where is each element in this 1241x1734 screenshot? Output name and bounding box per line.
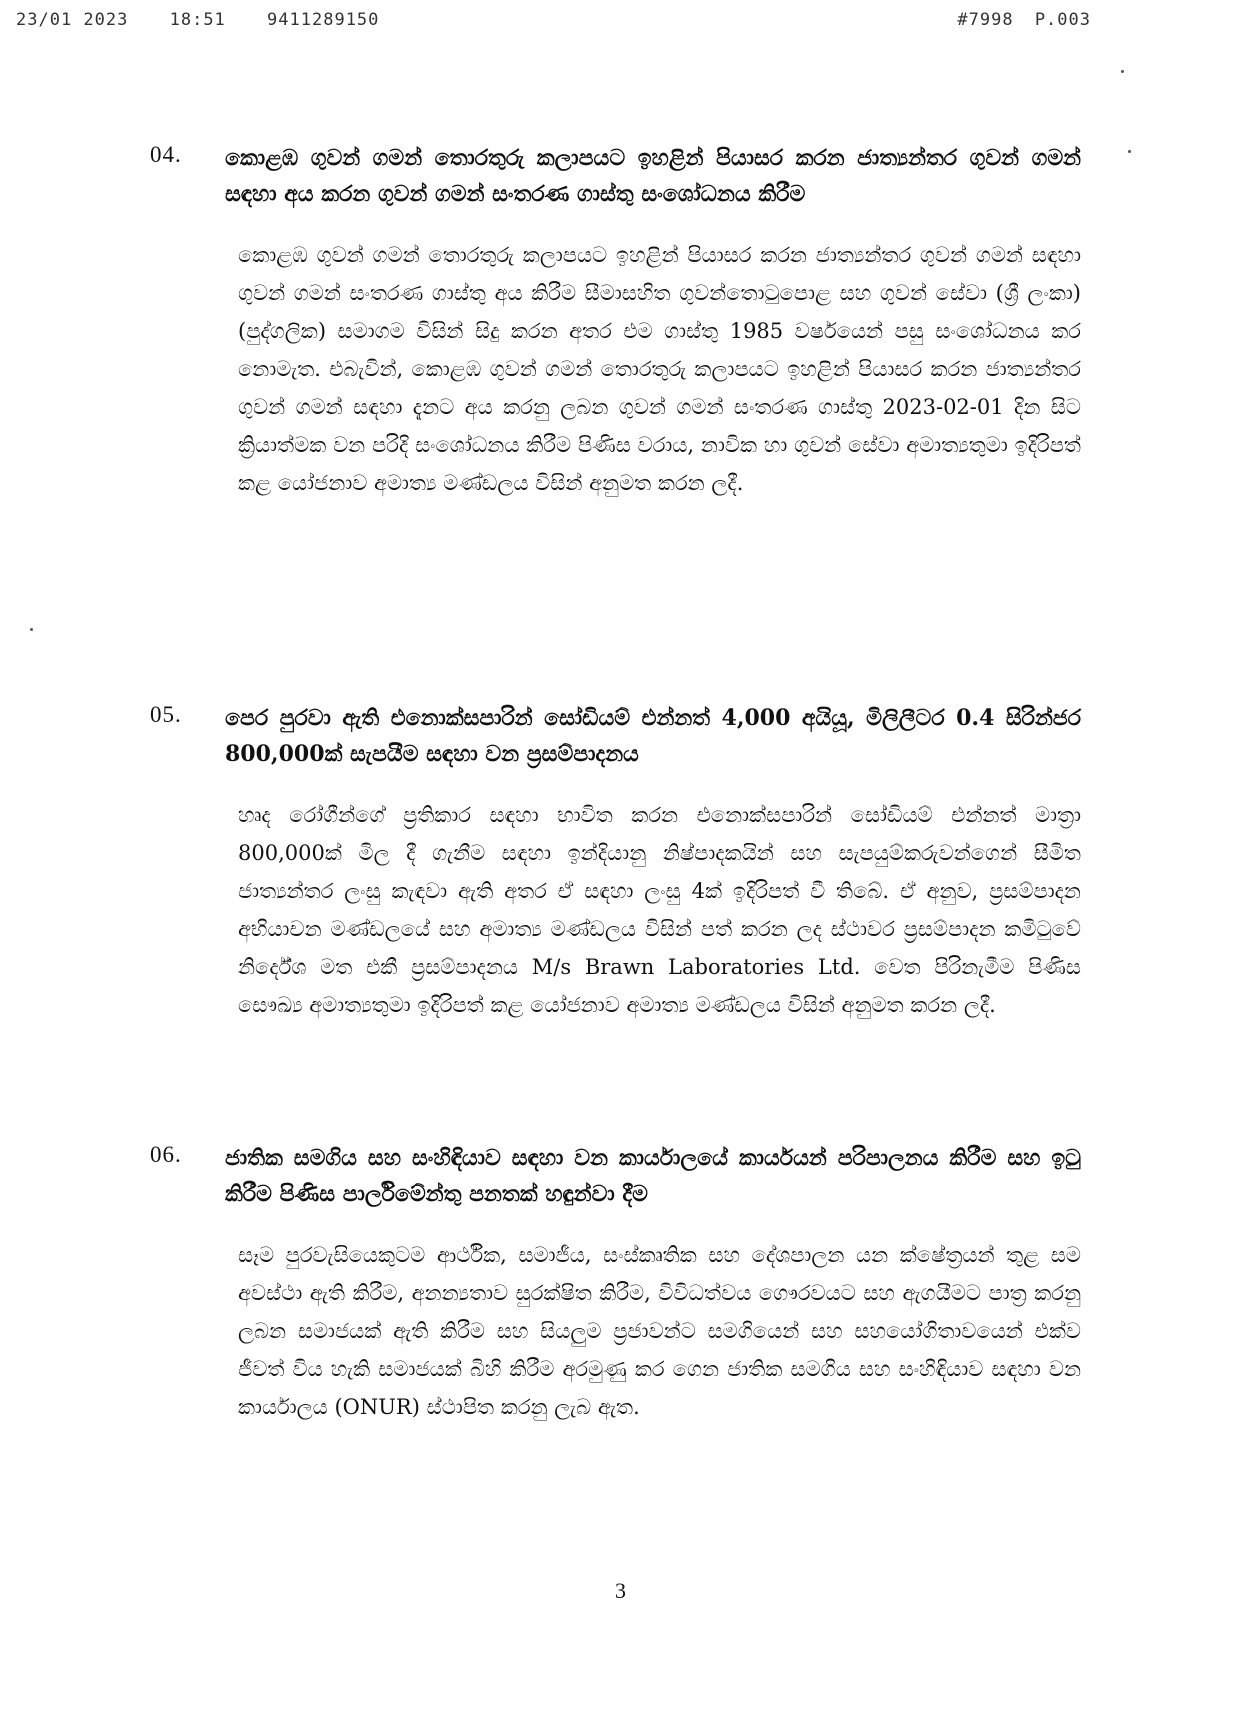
section-title: කොළඹ ගුවන් ගමන් තොරතුරු කලාපයට ඉහළින් පියාසර කරන ජාත්‍යන්තර ගුවන් ගමන් සඳහා අය කරන ගුවන් ගමන් සංතරණ ගාස්තු සංශෝධනය කිරීම: [225, 145, 1081, 207]
section-05: [150, 700, 1081, 1024]
scan-speck: [1121, 70, 1124, 73]
fax-header-right: [947, 10, 1091, 30]
page-number: 3: [615, 1578, 626, 1603]
fax-time: 18:51: [169, 10, 226, 30]
section-04: [150, 140, 1081, 502]
scan-speck: [1128, 150, 1131, 153]
section-body: හෘද රෝගීන්ගේ ප්‍රතිකාර සඳහා භාවිත කරන එනොක්සපාරින් සෝඩියම් එන්නත් මාත්‍රා 800,000ක් මිල දී ගැනීම සඳහා ඉන්දියානු නිෂ්පාදකයින් සහ සැපයුම්කරුවන්ගෙන් සීමිත ජාත්‍යන්තර ලංසු කැඳවා ඇති අතර ඒ සඳහා ලංසු 4ක් ඉදිරිපත් වී තිබේ. ඒ අනුව, ප්‍රසම්පාදන අභියාචන මණ්ඩලයේ සහ අමාත්‍ය මණ්ඩලය විසින් පත් කරන ලද ස්ථාවර ප්‍රසම්පාදන කමිටුවේ නිර්දේශ මත එකී ප්‍රසම්පාදනය M/s Brawn Laboratories Ltd. වෙත පිරිනැමීම පිණිස සෞඛ්‍ය අමාත්‍යතුමා ඉදිරිපත් කළ යෝජනාව අමාත්‍ය මණ්ඩලය විසින් අනුමත කරන ලදී.: [238, 803, 1081, 1017]
section-title: පෙර පුරවා ඇති එනොක්සපාරින් සෝඩියම් එන්නත් 4,000 අයියූ, මිලිලීටර 0.4 සිරින්ජර 800,000ක් සැපයීම සඳහා වන ප්‍රසම්පාදනය: [225, 705, 1081, 767]
section-number: 04.: [150, 142, 182, 167]
fax-page: P.003: [1034, 10, 1091, 30]
section-number: 05.: [150, 702, 182, 727]
fax-page-id: #7998: [957, 10, 1014, 30]
section-06: [150, 1140, 1081, 1426]
fax-date: 23/01 2023: [16, 10, 129, 30]
scan-speck: [30, 628, 33, 631]
fax-phone: 9411289150: [267, 10, 380, 30]
section-body: සෑම පුරවැසියෙකුටම ආර්ථික, සමාජීය, සංස්කෘතික සහ දේශපාලන යන ක්ෂේත්‍රයන් තුළ සම අවස්ථා ඇති කිරීම, අනන්‍යතාව සුරක්ෂිත කිරීම, විවිධත්වය ගෞරවයට සහ ඇගයීමට පාත්‍ර කරනු ලබන සමාජයක් ඇති කිරීම සහ සියලුම ප්‍රජාවන්ට සමගියෙන් සහ සහයෝගිතාවයෙන් එක්ව ජීවත් විය හැකි සමාජයක් බිහි කිරීම අරමුණු කර ගෙන ජාතික සමගිය සහ සංහිඳියාව සඳහා වන කාර්යාලය (ONUR) ස්ථාපිත කරනු ලැබ ඇත.: [238, 1243, 1081, 1419]
section-number: 06.: [150, 1142, 182, 1167]
fax-header-left: [16, 10, 409, 30]
section-title: ජාතික සමගිය සහ සංහිඳියාව සඳහා වන කාර්යාලයේ කාර්යයන් පරිපාලනය කිරීම සහ ඉටු කිරීම පිණිස පාර්ලිමේන්තු පනතක් හඳුන්වා දීම: [225, 1145, 1081, 1207]
section-body: කොළඹ ගුවන් ගමන් තොරතුරු කලාපයට ඉහළින් පියාසර කරන ජාත්‍යන්තර ගුවන් ගමන් සඳහා ගුවන් ගමන් සංතරණ ගාස්තු අය කිරීම සීමාසහිත ගුවන්තොටුපොළ සහ ගුවන් සේවා (ශ්‍රී ලංකා) (පුද්ගලික) සමාගම විසින් සිදු කරන අතර එම ගාස්තු 1985 වර්ෂයෙන් පසු සංශෝධනය කර නොමැත. එබැවින්, කොළඹ ගුවන් ගමන් තොරතුරු කලාපයට ඉහළින් පියාසර කරන ජාත්‍යන්තර ගුවන් ගමන් සඳහා දැනට අය කරනු ලබන ගුවන් ගමන් සංතරණ ගාස්තු 2023-02-01 දින සිට ක්‍රියාත්මක වන පරිදි සංශෝධනය කිරීම පිණිස වරාය, නාවික හා ගුවන් සේවා අමාත්‍යතුමා ඉදිරිපත් කළ යෝජනාව අමාත්‍ය මණ්ඩලය විසින් අනුමත කරන ලදී.: [238, 243, 1081, 495]
